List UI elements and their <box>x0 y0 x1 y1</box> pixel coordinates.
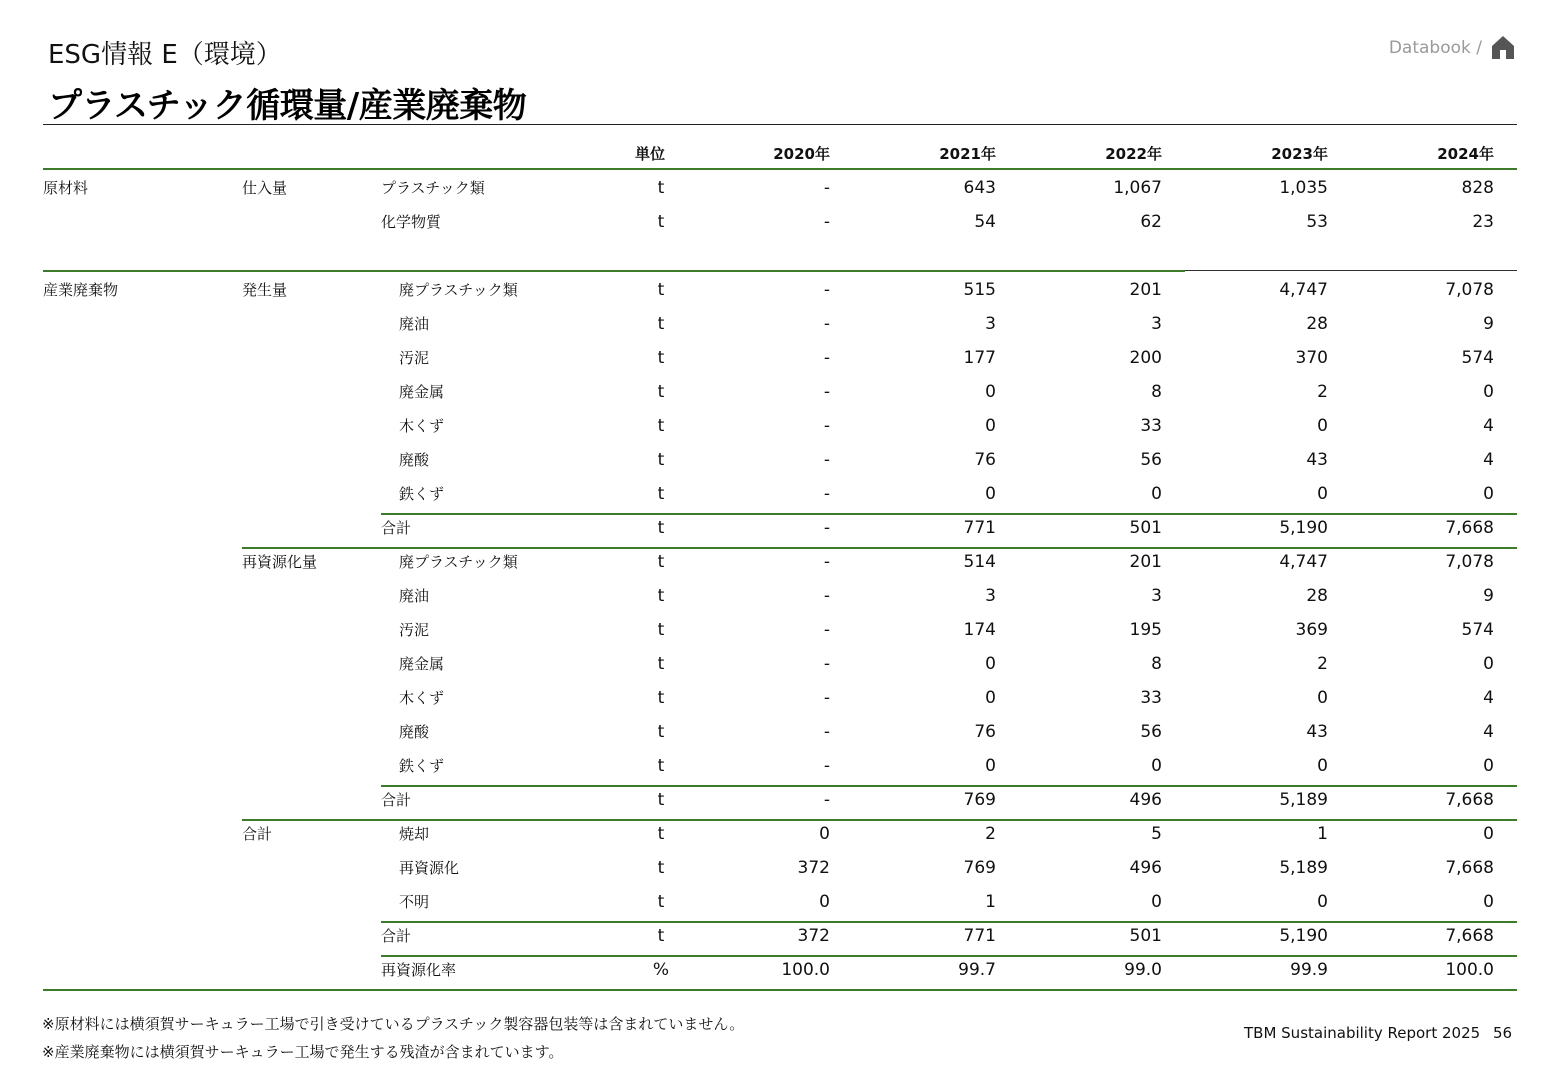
table-row-value: - <box>823 722 830 742</box>
table-row-value: 1 <box>1317 824 1328 844</box>
table-row-unit: t <box>657 552 665 572</box>
table-row-value: 56 <box>1140 722 1162 742</box>
table-row-value: 9 <box>1483 586 1494 606</box>
column-header: 2020年 <box>773 145 830 163</box>
table-row-unit: t <box>657 586 665 606</box>
table-row-value: 54 <box>974 212 996 232</box>
rate-row-value: 100.0 <box>781 960 830 980</box>
category-label: 産業廃棄物 <box>43 281 119 299</box>
table-row-label: 廃酸 <box>399 451 430 469</box>
table-row-label: 焼却 <box>399 825 430 843</box>
table-row-value: 0 <box>1483 484 1494 504</box>
table-row-label: 鉄くず <box>399 485 445 503</box>
table-row-value: 4 <box>1483 688 1494 708</box>
table-row-value: 7,078 <box>1445 552 1494 572</box>
total-row-value: 372 <box>797 926 830 946</box>
table-row-value: 3 <box>1151 314 1162 334</box>
table-row-label: 木くず <box>399 417 445 435</box>
table-row-label: 廃油 <box>399 587 430 605</box>
table-row-value: 33 <box>1140 688 1162 708</box>
rate-row-value: 99.0 <box>1124 960 1162 980</box>
subgroup-divider <box>242 819 1517 821</box>
total-row-value: 7,668 <box>1445 790 1494 810</box>
table-row-value: 28 <box>1306 314 1328 334</box>
group-divider <box>43 270 1185 272</box>
table-row-value: - <box>823 178 830 198</box>
table-row-value: 0 <box>1483 382 1494 402</box>
table-row-value: 8 <box>1151 382 1162 402</box>
table-row-unit: t <box>657 892 665 912</box>
table-row-unit: t <box>657 824 665 844</box>
table-row-value: - <box>823 586 830 606</box>
table-row-unit: t <box>657 484 665 504</box>
table-row-value: 3 <box>985 314 996 334</box>
table-row-unit: t <box>657 178 665 198</box>
table-row-unit: t <box>657 756 665 776</box>
rate-row-value: 99.9 <box>1290 960 1328 980</box>
table-row-label: 不明 <box>399 893 430 911</box>
table-bottom-rule <box>43 989 1517 991</box>
table-row-value: 0 <box>819 892 830 912</box>
subgroup-label: 発生量 <box>242 281 288 299</box>
table-row-unit: t <box>657 688 665 708</box>
table-row-label: 廃金属 <box>399 383 445 401</box>
table-row-value: 369 <box>1295 620 1328 640</box>
table-row-value: 195 <box>1129 620 1162 640</box>
table-row-label: 廃油 <box>399 315 430 333</box>
column-header: 2022年 <box>1105 145 1162 163</box>
table-row-value: - <box>823 756 830 776</box>
table-row-value: 76 <box>974 450 996 470</box>
table-row-value: 643 <box>963 178 996 198</box>
table-row-value: 4 <box>1483 416 1494 436</box>
total-row-value: 771 <box>963 518 996 538</box>
table-row-value: 574 <box>1461 348 1494 368</box>
table-row-value: 515 <box>963 280 996 300</box>
table-row-value: 23 <box>1472 212 1494 232</box>
table-row-unit: t <box>657 416 665 436</box>
table-row-unit: t <box>657 212 665 232</box>
table-row-value: 0 <box>1317 688 1328 708</box>
total-row-value: 771 <box>963 926 996 946</box>
page-number: 56 <box>1493 1024 1513 1042</box>
subtotal-divider <box>381 921 1517 923</box>
subgroup-label: 再資源化量 <box>242 553 318 571</box>
table-row-value: 33 <box>1140 416 1162 436</box>
table-row-value: 200 <box>1129 348 1162 368</box>
table-row-unit: t <box>657 450 665 470</box>
table-row-label: 廃プラスチック類 <box>399 281 518 299</box>
table-row-value: 0 <box>985 654 996 674</box>
table-row-value: 0 <box>1317 756 1328 776</box>
total-row-label: 合計 <box>381 519 412 537</box>
total-row-value: 769 <box>963 790 996 810</box>
total-row-value: 5,190 <box>1279 926 1328 946</box>
column-header: 2021年 <box>939 145 996 163</box>
table-row-value: 4,747 <box>1279 552 1328 572</box>
table-row-value: 0 <box>1483 756 1494 776</box>
subgroup-label: 仕入量 <box>242 179 288 197</box>
table-row-value: 1 <box>985 892 996 912</box>
table-row-value: 9 <box>1483 314 1494 334</box>
table-row-value: 5 <box>1151 824 1162 844</box>
table-row-value: - <box>823 382 830 402</box>
table-row-label: 汚泥 <box>399 349 430 367</box>
table-row-value: 0 <box>1151 892 1162 912</box>
table-row-unit: t <box>657 314 665 334</box>
table-row-value: 8 <box>1151 654 1162 674</box>
table-row-unit: t <box>657 858 665 878</box>
rate-row-unit: % <box>652 960 670 980</box>
table-row-unit: t <box>657 382 665 402</box>
table-row-label: 廃金属 <box>399 655 445 673</box>
table-row-value: - <box>823 654 830 674</box>
table-row-value: 1,035 <box>1279 178 1328 198</box>
table-row-unit: t <box>657 722 665 742</box>
table-row-value: 76 <box>974 722 996 742</box>
table-row-value: 0 <box>1151 756 1162 776</box>
column-header: 2023年 <box>1271 145 1328 163</box>
rate-row-value: 99.7 <box>958 960 996 980</box>
table-row-value: 3 <box>985 586 996 606</box>
table-row-value: 0 <box>819 824 830 844</box>
total-row-label: 合計 <box>381 927 412 945</box>
table-row-value: - <box>823 314 830 334</box>
table-row-value: 2 <box>985 824 996 844</box>
subgroup-divider <box>242 547 1517 549</box>
total-row-unit: t <box>657 790 665 810</box>
home-icon[interactable] <box>1490 34 1516 60</box>
table-row-value: 7,078 <box>1445 280 1494 300</box>
table-row-value: - <box>823 348 830 368</box>
table-row-value: 496 <box>1129 858 1162 878</box>
table-row-value: 574 <box>1461 620 1494 640</box>
table-row-value: 0 <box>1483 654 1494 674</box>
total-row-value: 5,190 <box>1279 518 1328 538</box>
table-row-value: 370 <box>1295 348 1328 368</box>
total-row-unit: t <box>657 518 665 538</box>
table-row-value: 0 <box>1483 824 1494 844</box>
footnote-raw-materials: ※原材料には横須賀サーキュラー工場で引き受けているプラスチック製容器包装等は含まれていません。 <box>42 1015 745 1033</box>
table-row-unit: t <box>657 620 665 640</box>
table-row-label: 廃酸 <box>399 723 430 741</box>
table-row-label: 木くず <box>399 689 445 707</box>
section-title: ESG情報 E（環境） <box>48 40 282 70</box>
total-row-value: 7,668 <box>1445 926 1494 946</box>
table-row-unit: t <box>657 654 665 674</box>
table-row-value: 177 <box>963 348 996 368</box>
total-row-value: 501 <box>1129 926 1162 946</box>
table-row-value: 43 <box>1306 722 1328 742</box>
total-row-value: - <box>823 790 830 810</box>
table-row-value: 53 <box>1306 212 1328 232</box>
table-row-value: 3 <box>1151 586 1162 606</box>
table-row-value: 769 <box>963 858 996 878</box>
total-row-unit: t <box>657 926 665 946</box>
table-row-value: 0 <box>985 382 996 402</box>
table-row-value: - <box>823 484 830 504</box>
header-divider <box>43 168 1517 170</box>
table-row-value: 0 <box>985 756 996 776</box>
table-row-value: 0 <box>985 688 996 708</box>
table-row-value: - <box>823 450 830 470</box>
table-row-value: 0 <box>985 484 996 504</box>
group-divider <box>1185 270 1517 271</box>
table-row-value: 828 <box>1461 178 1494 198</box>
subtotal-divider <box>381 513 1517 515</box>
rate-row-value: 100.0 <box>1445 960 1494 980</box>
table-row-unit: t <box>657 348 665 368</box>
table-row-value: 62 <box>1140 212 1162 232</box>
table-row-value: 0 <box>1151 484 1162 504</box>
subgroup-label: 合計 <box>242 825 273 843</box>
table-row-label: 化学物質 <box>381 213 442 231</box>
total-row-value: 496 <box>1129 790 1162 810</box>
table-row-value: - <box>823 552 830 572</box>
table-row-label: プラスチック類 <box>381 179 485 197</box>
table-row-value: - <box>823 688 830 708</box>
rate-row-label: 再資源化率 <box>381 961 457 979</box>
table-row-value: 0 <box>985 416 996 436</box>
table-row-value: - <box>823 212 830 232</box>
table-row-unit: t <box>657 280 665 300</box>
title-divider <box>43 124 1517 125</box>
table-row-value: 4,747 <box>1279 280 1328 300</box>
column-header: 単位 <box>634 145 665 163</box>
table-row-label: 廃プラスチック類 <box>399 553 518 571</box>
total-row-value: 5,189 <box>1279 790 1328 810</box>
table-row-value: 201 <box>1129 280 1162 300</box>
table-row-value: - <box>823 620 830 640</box>
table-row-value: 43 <box>1306 450 1328 470</box>
subtotal-divider <box>381 785 1517 787</box>
table-row-value: 0 <box>1317 892 1328 912</box>
table-row-value: 0 <box>1317 416 1328 436</box>
table-row-value: 0 <box>1317 484 1328 504</box>
table-row-value: 2 <box>1317 654 1328 674</box>
total-row-value: 501 <box>1129 518 1162 538</box>
table-row-value: - <box>823 416 830 436</box>
table-row-value: 174 <box>963 620 996 640</box>
category-label: 原材料 <box>43 179 89 197</box>
total-row-label: 合計 <box>381 791 412 809</box>
table-row-value: 4 <box>1483 722 1494 742</box>
total-row-value: 7,668 <box>1445 518 1494 538</box>
table-row-value: 514 <box>963 552 996 572</box>
table-row-label: 汚泥 <box>399 621 430 639</box>
footnote-industrial-waste: ※産業廃棄物には横須賀サーキュラー工場で発生する残渣が含まれています。 <box>42 1043 564 1061</box>
report-name: TBM Sustainability Report 2025 <box>1244 1024 1481 1042</box>
rate-divider <box>381 955 1517 957</box>
table-row-label: 鉄くず <box>399 757 445 775</box>
page-title: プラスチック循環量/産業廃棄物 <box>48 86 527 126</box>
table-row-value: 4 <box>1483 450 1494 470</box>
breadcrumb-databook[interactable]: Databook / <box>1388 38 1482 58</box>
table-row-value: 1,067 <box>1113 178 1162 198</box>
table-row-label: 再資源化 <box>399 859 460 877</box>
table-row-value: 28 <box>1306 586 1328 606</box>
table-row-value: 2 <box>1317 382 1328 402</box>
table-row-value: 5,189 <box>1279 858 1328 878</box>
table-row-value: 7,668 <box>1445 858 1494 878</box>
table-row-value: - <box>823 280 830 300</box>
table-row-value: 0 <box>1483 892 1494 912</box>
total-row-value: - <box>823 518 830 538</box>
table-row-value: 372 <box>797 858 830 878</box>
column-header: 2024年 <box>1437 145 1494 163</box>
table-row-value: 56 <box>1140 450 1162 470</box>
table-row-value: 201 <box>1129 552 1162 572</box>
